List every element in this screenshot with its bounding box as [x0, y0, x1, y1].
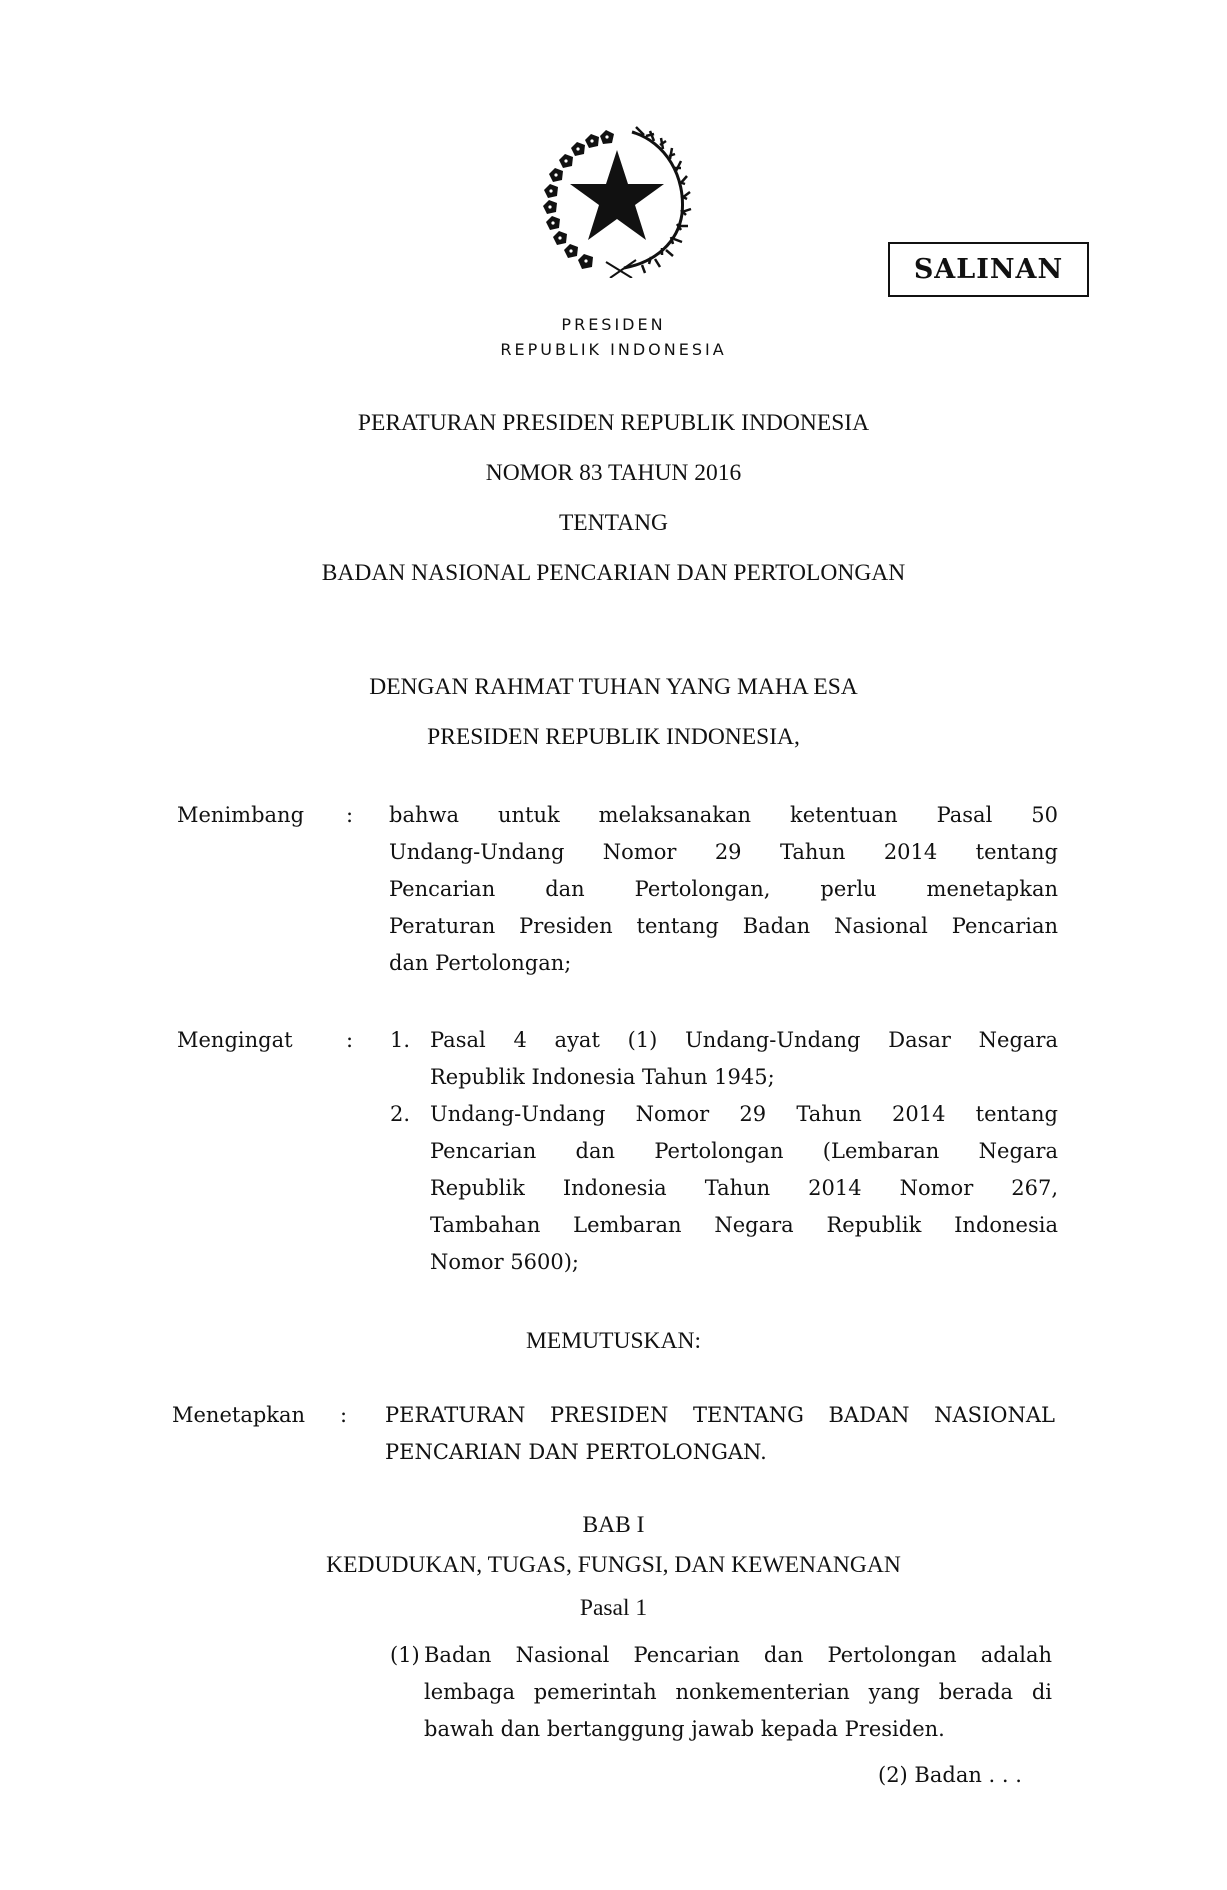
- menimbang-line: Undang-Undang Nomor 29 Tahun 2014 tentang: [389, 840, 1058, 864]
- ayat-line: Badan Nasional Pencarian dan Pertolongan adalah: [424, 1643, 1052, 1667]
- menetapkan-line: PENCARIAN DAN PERTOLONGAN.: [385, 1440, 767, 1464]
- mengingat-item-1: [430, 1022, 1058, 1096]
- mengingat-line: Pasal 4 ayat (1) Undang-Undang Dasar Negara: [430, 1028, 1058, 1052]
- menetapkan-line: PERATURAN PRESIDEN TENTANG BADAN NASIONAL: [385, 1403, 1055, 1427]
- regulation-tentang: TENTANG: [558, 510, 669, 536]
- salinan-label: SALINAN: [913, 254, 1064, 285]
- menetapkan-colon: :: [340, 1403, 348, 1427]
- mengingat-line: Republik Indonesia Tahun 2014 Nomor 267,: [430, 1176, 1058, 1200]
- memutuskan-heading: MEMUTUSKAN:: [526, 1328, 701, 1354]
- mengingat-label: Mengingat: [177, 1028, 293, 1052]
- menetapkan-text: [385, 1397, 1055, 1471]
- mengingat-item-number: 2.: [390, 1102, 411, 1126]
- letterhead-caption-presiden: PRESIDEN: [561, 315, 666, 334]
- salinan-stamp: [888, 242, 1089, 297]
- preamble-invocation: DENGAN RAHMAT TUHAN YANG MAHA ESA: [369, 674, 858, 700]
- mengingat-colon: :: [346, 1028, 354, 1052]
- regulation-number: NOMOR 83 TAHUN 2016: [485, 460, 742, 486]
- mengingat-line: Pencarian dan Pertolongan (Lembaran Negara: [430, 1139, 1058, 1163]
- ayat-1-text: [424, 1637, 1052, 1748]
- pasal-title: Pasal 1: [579, 1595, 648, 1621]
- ayat-line: lembaga pemerintah nonkementerian yang berada di: [424, 1680, 1052, 1704]
- mengingat-line: Republik Indonesia Tahun 1945;: [430, 1065, 775, 1089]
- menimbang-line: Peraturan Presiden tentang Badan Nasional Pencarian: [389, 914, 1058, 938]
- preamble-president: PRESIDEN REPUBLIK INDONESIA,: [427, 724, 800, 750]
- regulation-title: PERATURAN PRESIDEN REPUBLIK INDONESIA: [357, 410, 870, 436]
- continuation-reference: (2) Badan . . .: [878, 1763, 1022, 1787]
- menimbang-line: bahwa untuk melaksanakan ketentuan Pasal 50: [389, 803, 1058, 827]
- ayat-line: bawah dan bertanggung jawab kepada Presiden.: [424, 1717, 945, 1741]
- bab-title: KEDUDUKAN, TUGAS, FUNGSI, DAN KEWENANGAN: [326, 1552, 901, 1578]
- ayat-number: (1): [390, 1643, 420, 1667]
- menimbang-text: [389, 797, 1058, 982]
- mengingat-line: Tambahan Lembaran Negara Republik Indonesia: [430, 1213, 1058, 1237]
- bab-number: BAB I: [582, 1512, 645, 1538]
- menimbang-colon: :: [346, 803, 354, 827]
- mengingat-line: Nomor 5600);: [430, 1250, 579, 1274]
- regulation-subject: BADAN NASIONAL PENCARIAN DAN PERTOLONGAN: [321, 560, 906, 586]
- menimbang-label: Menimbang: [177, 803, 305, 827]
- presidential-seal-icon: [536, 122, 698, 278]
- mengingat-item-2: [430, 1096, 1058, 1281]
- letterhead-caption-republik: REPUBLIK INDONESIA: [500, 340, 727, 359]
- mengingat-item-number: 1.: [390, 1028, 411, 1052]
- menetapkan-label: Menetapkan: [172, 1403, 306, 1427]
- menimbang-line: Pencarian dan Pertolongan, perlu menetapkan: [389, 877, 1058, 901]
- menimbang-line: dan Pertolongan;: [389, 951, 572, 975]
- mengingat-line: Undang-Undang Nomor 29 Tahun 2014 tentang: [430, 1102, 1058, 1126]
